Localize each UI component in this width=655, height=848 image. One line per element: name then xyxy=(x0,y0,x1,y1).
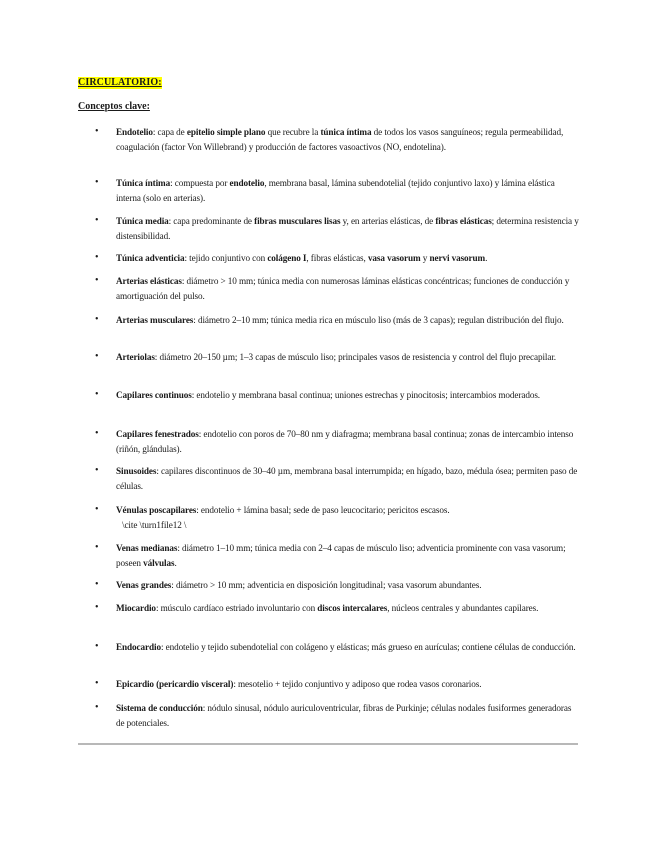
list-item xyxy=(116,125,581,154)
definition-text: . xyxy=(485,253,488,263)
list-item xyxy=(116,274,581,303)
term-bold: Capilares fenestrados xyxy=(116,429,199,439)
definition-text: : músculo cardíaco estriado involuntario con xyxy=(155,603,318,613)
definition-text: , núcleos centrales y abundantes capilares. xyxy=(387,603,539,613)
term-bold: Capilares continuos xyxy=(116,390,192,400)
term-bold: fibras musculares lisas xyxy=(254,216,341,226)
list-item xyxy=(116,541,581,570)
definition-text: y xyxy=(420,253,430,263)
term-bold: vasa vasorum xyxy=(367,253,421,263)
definition-text: , fibras elásticas, xyxy=(306,253,368,263)
term-bold: Sinusoides xyxy=(116,466,157,476)
term-bold: Epicardio (pericardio visceral) xyxy=(116,679,234,689)
list-item xyxy=(116,640,581,655)
definition-text: : mesotelio + tejido conjuntivo y adiposo que rodea vasos coronarios. xyxy=(233,679,482,689)
definition-text: : capilares discontinuos de 30–40 µm, membrana basal interrumpida; en hígado, bazo, médula ósea; permiten paso de células. xyxy=(116,466,578,491)
section-heading: Conceptos clave: xyxy=(78,101,150,112)
list-item xyxy=(116,503,581,532)
definition-text: : endotelio y membrana basal continua; uniones estrechas y pinocitosis; intercambios moderados. xyxy=(191,390,540,400)
list-item xyxy=(116,601,581,616)
list-item xyxy=(116,677,581,692)
term-bold: Túnica media xyxy=(116,216,169,226)
definition-text: : diámetro 20–150 µm; 1–3 capas de músculo liso; principales vasos de resistencia y control del flujo precapilar. xyxy=(154,352,556,362)
list-item xyxy=(116,350,581,365)
term-bold: colágeno I xyxy=(267,253,307,263)
term-bold: discos intercalares xyxy=(317,603,388,613)
term-bold: endotelio xyxy=(229,178,265,188)
definition-text: y, en arterias elásticas, de xyxy=(340,216,436,226)
term-bold: Arterias musculares xyxy=(116,315,194,325)
term-bold: Endocardio xyxy=(116,642,161,652)
definition-text: : diámetro > 10 mm; adventicia en disposición longitudinal; vasa vasorum abundantes. xyxy=(171,580,482,590)
term-bold: Túnica adventicia xyxy=(116,253,185,263)
list-item xyxy=(116,313,581,328)
definition-text: : endotelio con poros de 70–80 nm y diafragma; membrana basal continua; zonas de intercambio intenso (riñón, glándulas). xyxy=(116,429,574,454)
list-item xyxy=(116,701,581,730)
bottom-divider xyxy=(78,743,578,745)
definition-text: : endotelio y tejido subendotelial con colágeno y elásticas; más grueso en aurículas; contiene células de conducción. xyxy=(160,642,576,652)
list-item xyxy=(116,388,581,403)
definition-text: de todos los vasos sanguíneos; regula permeabilidad, coagulación (factor Von Willebrand) y producción de factores vasoactivos (NO, endotelina). xyxy=(116,127,564,152)
term-bold: Venas medianas xyxy=(116,543,178,553)
term-bold: Arteriolas xyxy=(116,352,155,362)
citation-marker: \cite \turn1file12 \ xyxy=(122,519,187,530)
term-bold: fibras elásticas xyxy=(435,216,492,226)
definition-text: : endotelio + lámina basal; sede de paso leucocitario; pericitos escasos. xyxy=(196,505,450,515)
term-bold: Sistema de conducción xyxy=(116,703,203,713)
definition-text: : nódulo sinusal, nódulo auriculoventricular, fibras de Purkinje; células nodales fusiformes generadoras de potenciales. xyxy=(116,703,572,728)
term-bold: Vénulas poscapilares xyxy=(116,505,197,515)
definition-text: . xyxy=(174,557,177,568)
definition-text: ; determina resistencia y distensibilidad. xyxy=(116,216,579,241)
definition-text: : capa de xyxy=(152,127,187,137)
definition-text: que recubre la xyxy=(265,127,321,137)
term-bold: túnica íntima xyxy=(320,127,372,137)
term-bold: válvulas xyxy=(143,557,175,568)
term-bold: epitelio simple plano xyxy=(186,127,266,137)
definition-text: : tejido conjuntivo con xyxy=(184,253,268,263)
definition-text: : diámetro > 10 mm; túnica media con numerosas láminas elásticas concéntricas; funciones de conducción y amortiguación del pulso. xyxy=(116,276,570,301)
definition-text: , membrana basal, lámina subendotelial (tejido conjuntivo laxo) y lámina elástica interna (solo en arterias). xyxy=(116,178,555,203)
definition-text: : compuesta por xyxy=(170,178,230,188)
definition-text: : diámetro 1–10 mm; túnica media con 2–4 capas de músculo liso; adventicia prominente con vasa vasorum; poseen xyxy=(116,543,566,568)
term-bold: Arterias elásticas xyxy=(116,276,182,286)
list-item xyxy=(116,214,581,243)
list-item xyxy=(116,578,581,593)
list-item xyxy=(116,464,581,493)
definition-text: : capa predominante de xyxy=(168,216,255,226)
list-item xyxy=(116,251,581,266)
list-item xyxy=(116,176,581,205)
term-bold: nervi vasorum xyxy=(429,253,486,263)
definition-text: : diámetro 2–10 mm; túnica media rica en músculo liso (más de 3 capas); regulan distribución del flujo. xyxy=(193,315,564,325)
term-bold: Miocardio xyxy=(116,603,156,613)
term-bold: Endotelio xyxy=(116,127,153,137)
term-bold: Túnica íntima xyxy=(116,178,171,188)
term-bold: Venas grandes xyxy=(116,580,172,590)
list-item xyxy=(116,427,581,456)
page-title: CIRCULATORIO: xyxy=(78,77,162,88)
